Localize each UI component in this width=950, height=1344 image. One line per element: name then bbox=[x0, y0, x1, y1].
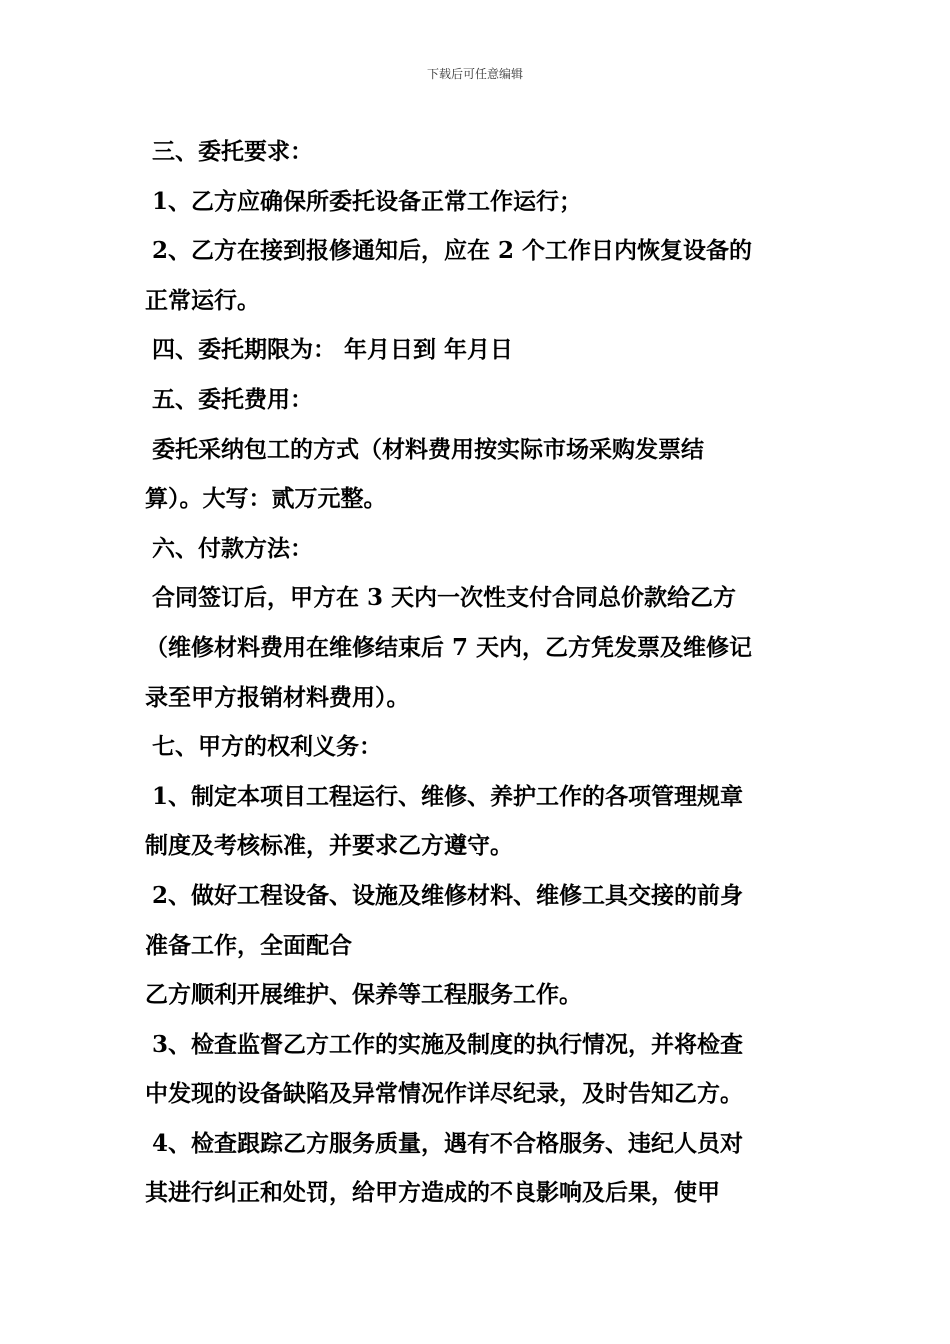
text-line: 中发现的设备缺陷及异常情况作详尽纪录，及时告知乙方。 bbox=[145, 1080, 743, 1108]
text-line: 委托采纳包工的方式（材料费用按实际市场采购发票结 bbox=[152, 435, 704, 463]
text-line: 六、付款方法： bbox=[152, 534, 313, 562]
text-line: 准备工作，全面配合 bbox=[145, 931, 352, 959]
text-line: 四、委托期限为： 年月日到 年月日 bbox=[152, 336, 514, 364]
text-line: 2、乙方在接到报修通知后，应在 2 个工作日内恢复设备的 bbox=[152, 237, 753, 265]
text-line: 七、甲方的权利义务： bbox=[152, 733, 382, 761]
text-line: 3、检查监督乙方工作的实施及制度的执行情况，并将检查 bbox=[152, 1030, 744, 1058]
text-line: 合同签订后，甲方在 3 天内一次性支付合同总价款给乙方 bbox=[152, 584, 737, 612]
text-line: 2、做好工程设备、设施及维修材料、维修工具交接的前身 bbox=[152, 881, 744, 909]
text-line: 1、制定本项目工程运行、维修、养护工作的各项管理规章 bbox=[152, 782, 744, 810]
text-line: 三、委托要求： bbox=[152, 138, 313, 165]
text-line: 制度及考核标准，并要求乙方遵守。 bbox=[145, 832, 513, 860]
text-line: 其进行纠正和处罚，给甲方造成的不良影响及后果，使甲 bbox=[145, 1179, 720, 1207]
document-body bbox=[145, 127, 815, 1218]
text-line: 乙方顺利开展维护、保养等工程服务工作。 bbox=[145, 981, 582, 1009]
text-line: （维修材料费用在维修结束后 7 天内，乙方凭发票及维修记 bbox=[145, 633, 753, 661]
text-line: 4、检查跟踪乙方服务质量，遇有不合格服务、违纪人员对 bbox=[152, 1129, 744, 1157]
text-line: 五、委托费用： bbox=[152, 385, 313, 413]
text-line: 录至甲方报销材料费用）。 bbox=[145, 683, 410, 711]
page-header: 下载后可任意编辑 bbox=[426, 67, 523, 81]
text-line: 正常运行。 bbox=[145, 286, 260, 314]
text-line: 1、乙方应确保所委托设备正常工作运行； bbox=[152, 187, 583, 215]
text-line: 算）。大写：贰万元整。 bbox=[145, 485, 387, 513]
